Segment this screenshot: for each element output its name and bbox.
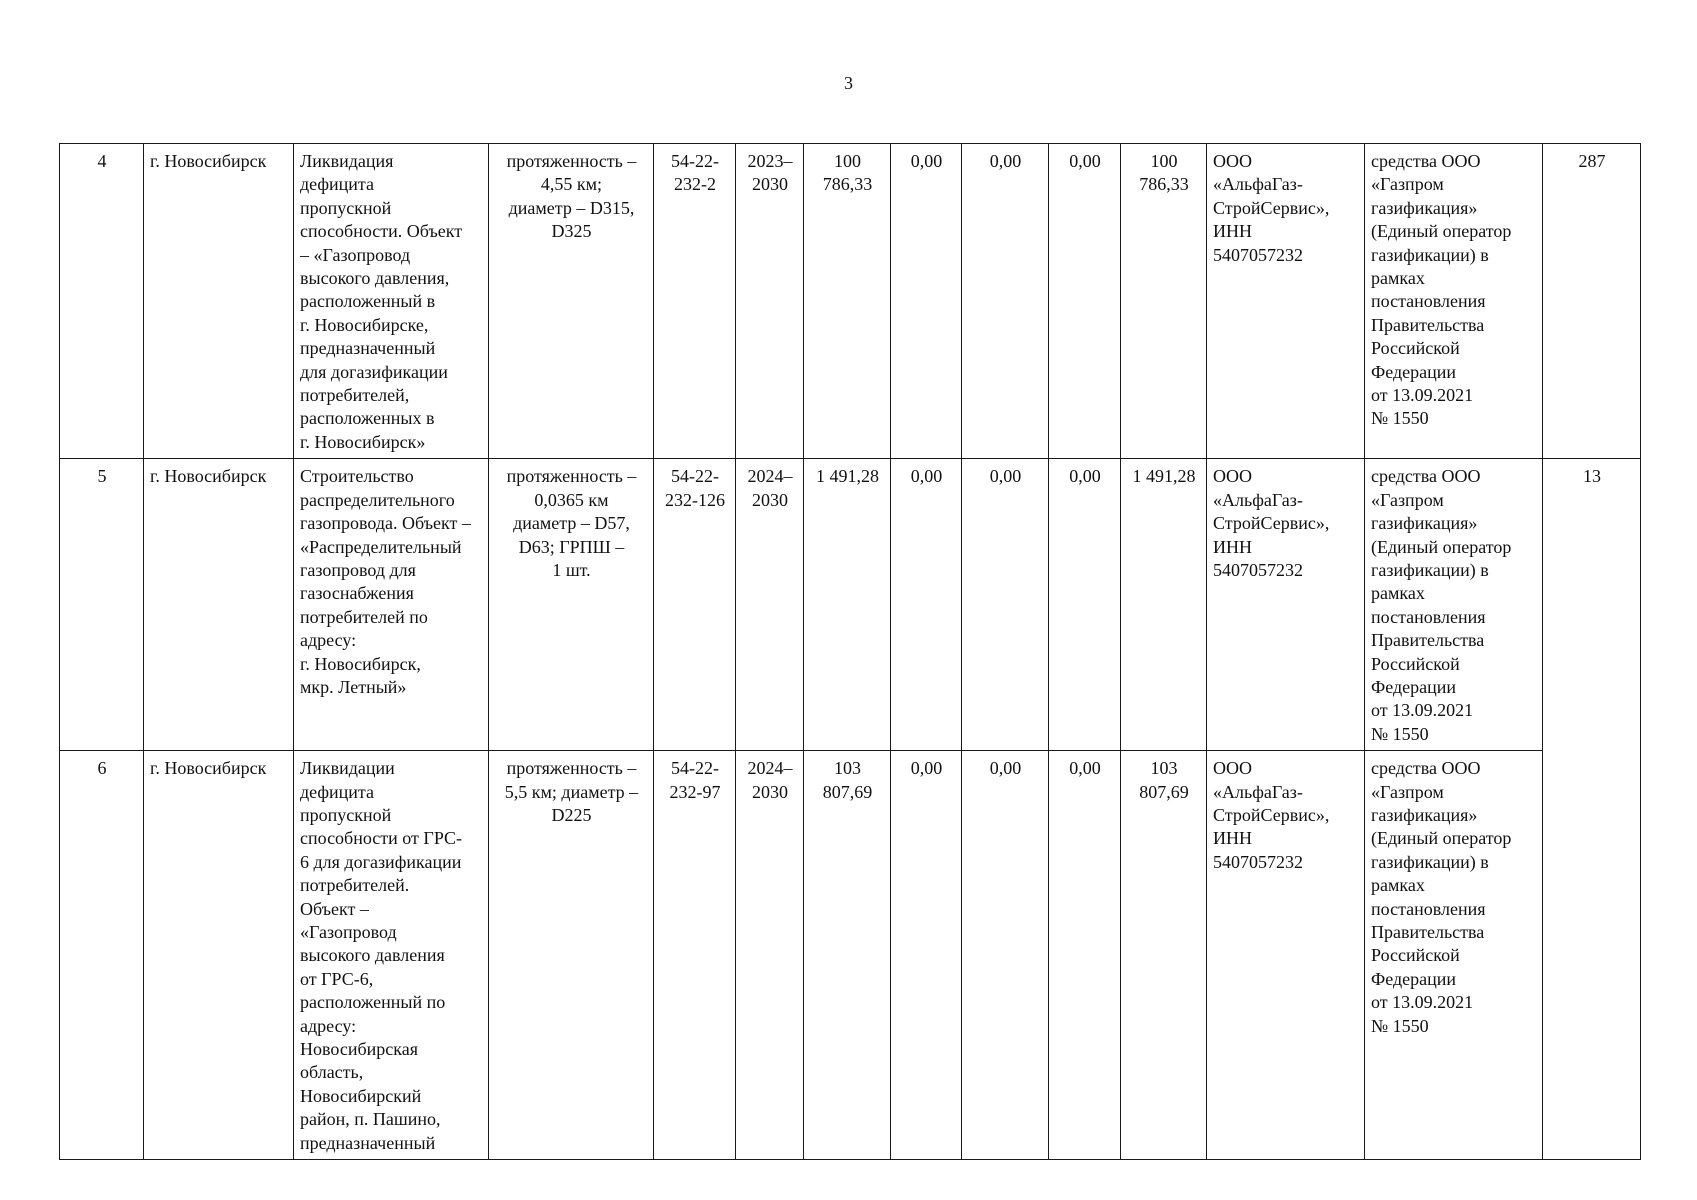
cell-line: Правительства [1371, 922, 1485, 942]
cell-line: высокого давления, [300, 268, 450, 289]
cell-line: 1 491,28 [1132, 466, 1196, 487]
table-row [60, 751, 1641, 1160]
cell-line: 786,33 [1139, 174, 1189, 195]
cell-line: «Газопровод [300, 922, 397, 942]
location-cell: г. Новосибирск [144, 751, 294, 1160]
cell-line: 2024– [747, 466, 793, 487]
cell-line: средства ООО [1371, 151, 1481, 171]
cell-line: рамках [1371, 875, 1425, 896]
cell-line: 5407057232 [1213, 244, 1303, 265]
cell-line: «Распределительный [300, 536, 462, 557]
investment-program-table [59, 143, 1641, 1160]
cell-line: постановления [1371, 898, 1486, 919]
cell-line: ООО [1213, 466, 1252, 487]
funding-source-cell [1365, 459, 1543, 751]
cell-line: D225 [551, 804, 592, 825]
cell-line: № 1550 [1371, 408, 1429, 429]
cell-line: от 13.09.2021 [1371, 992, 1474, 1013]
cell-line: Правительства [1371, 314, 1485, 335]
cell-line: предназначенный [300, 338, 436, 359]
cell-line: (Единый оператор [1371, 536, 1512, 557]
cell-line: 2024– [747, 758, 793, 779]
cell-line: потребителей по [300, 606, 428, 627]
cell-line: Российской [1371, 338, 1460, 359]
description-cell [294, 144, 489, 459]
cell-line: газификация» [1371, 513, 1478, 534]
cell-line: 232-2 [674, 174, 716, 195]
total-cost-cell [804, 144, 891, 459]
description-cell [294, 751, 489, 1160]
cell-line: СтройСервис», [1213, 513, 1330, 534]
cell-line: способности от ГРС- [300, 828, 463, 849]
cell-line: «АльфаГаз- [1213, 781, 1303, 802]
cell-line: пропускной [300, 804, 392, 825]
value-cell-1: 0,00 [891, 751, 962, 1160]
cell-line: рамках [1371, 268, 1425, 289]
location-cell: г. Новосибирск [144, 144, 294, 459]
cell-line: 1 491,28 [816, 466, 879, 487]
cell-line: газоснабжения [300, 583, 414, 604]
table-row [60, 144, 1641, 459]
cell-line: 0,0365 км [534, 489, 609, 510]
value-cell-1: 0,00 [891, 144, 962, 459]
cell-line: ООО [1213, 758, 1252, 779]
last-column-cell: 287 [1543, 144, 1641, 459]
value-cell-4 [1121, 751, 1207, 1160]
cell-line: газопровод для [300, 559, 416, 580]
organization-cell [1207, 751, 1365, 1160]
cell-line: Российской [1371, 945, 1460, 966]
location-cell: г. Новосибирск [144, 459, 294, 751]
cell-line: газификации) в [1371, 244, 1489, 265]
cell-line: адресу: [300, 630, 357, 651]
cell-line: средства ООО [1371, 758, 1481, 779]
row-number-cell: 4 [60, 144, 144, 459]
cell-line: 807,69 [822, 781, 873, 802]
cell-line: протяженность – [506, 151, 637, 171]
cell-line: способности. Объект [300, 221, 463, 242]
cell-line: 2023– [747, 151, 793, 171]
cell-line: 5407057232 [1213, 851, 1303, 872]
value-cell-2: 0,00 [962, 144, 1049, 459]
cell-line: СтройСервис», [1213, 197, 1330, 218]
cell-line: протяженность – [506, 466, 637, 487]
cell-line: «Газпром [1371, 174, 1444, 195]
cell-line: «АльфаГаз- [1213, 174, 1303, 195]
cell-line: Федерации [1371, 361, 1457, 382]
description-cell [294, 459, 489, 751]
cell-line: пропускной [300, 197, 392, 218]
cell-line: D63; ГРПШ – [518, 536, 625, 557]
funding-source-cell [1365, 144, 1543, 459]
cell-line: 2030 [752, 781, 788, 802]
cell-line: Ликвидация [300, 151, 394, 171]
cell-line: Строительство [300, 466, 414, 487]
period-cell [736, 459, 804, 751]
cell-line: постановления [1371, 606, 1486, 627]
cell-line: г. Новосибирске, [300, 314, 429, 335]
cell-line: район, п. Пашино, [300, 1109, 441, 1130]
cell-line: потребителей. [300, 875, 410, 896]
cell-line: 5,5 км; диаметр – [504, 781, 639, 802]
period-cell [736, 751, 804, 1160]
cell-line: 232-97 [669, 781, 721, 802]
cell-line: Новосибирский [300, 1085, 422, 1106]
cell-line: от 13.09.2021 [1371, 700, 1474, 721]
cell-line: (Единый оператор [1371, 828, 1512, 849]
last-column-cell: 13 [1543, 459, 1641, 1160]
cell-line: 4,55 км; [540, 174, 603, 195]
cell-line: 1 шт. [552, 559, 591, 580]
cell-line: г. Новосибирск, [300, 653, 421, 674]
cell-line: дефицита [300, 781, 375, 802]
cell-line: 786,33 [822, 174, 873, 195]
value-cell-3: 0,00 [1049, 144, 1121, 459]
cell-line: средства ООО [1371, 466, 1481, 487]
organization-cell [1207, 144, 1365, 459]
cell-line: рамках [1371, 583, 1425, 604]
cell-line: для догазификации [300, 361, 448, 382]
row-number-cell: 6 [60, 751, 144, 1160]
cell-line: распределительного [300, 489, 455, 510]
parameters-cell [489, 751, 654, 1160]
table-body [60, 144, 1641, 1160]
project-code-cell [654, 459, 736, 751]
value-cell-2: 0,00 [962, 459, 1049, 751]
cell-line: 5407057232 [1213, 559, 1303, 580]
organization-cell [1207, 459, 1365, 751]
cell-line: 100 [834, 151, 861, 171]
cell-line: расположенный по [300, 992, 446, 1013]
value-cell-2: 0,00 [962, 751, 1049, 1160]
cell-line: ООО [1213, 151, 1252, 171]
cell-line: – «Газопровод [300, 244, 411, 265]
value-cell-4 [1121, 459, 1207, 751]
cell-line: диаметр – D57, [513, 513, 630, 534]
cell-line: потребителей, [300, 385, 410, 406]
funding-source-cell [1365, 751, 1543, 1160]
cell-line: Объект – [300, 898, 369, 919]
cell-line: «Газпром [1371, 781, 1444, 802]
project-code-cell [654, 751, 736, 1160]
value-cell-3: 0,00 [1049, 751, 1121, 1160]
cell-line: 103 [1150, 758, 1178, 779]
cell-line: 6 для догазификации [300, 851, 462, 872]
cell-line: 54-22- [671, 466, 719, 487]
cell-line: Федерации [1371, 968, 1457, 989]
parameters-cell [489, 144, 654, 459]
page-number: 3 [844, 73, 853, 93]
table-row [60, 459, 1641, 751]
cell-line: 100 [1150, 151, 1178, 171]
cell-line: 54-22- [671, 151, 719, 171]
cell-line: высокого давления [300, 945, 445, 966]
cell-line: 807,69 [1139, 781, 1189, 802]
cell-line: Правительства [1371, 630, 1485, 651]
cell-line: газификация» [1371, 197, 1478, 218]
cell-line: от 13.09.2021 [1371, 385, 1474, 406]
cell-line: Ликвидации [300, 758, 395, 779]
cell-line: протяженность – [506, 758, 637, 779]
cell-line: 2030 [752, 174, 788, 195]
cell-line: (Единый оператор [1371, 221, 1512, 242]
value-cell-3: 0,00 [1049, 459, 1121, 751]
period-cell [736, 144, 804, 459]
cell-line: предназначенный [300, 1132, 436, 1153]
cell-line: № 1550 [1371, 1015, 1429, 1036]
cell-line: Новосибирская [300, 1039, 418, 1060]
cell-line: 2030 [752, 489, 788, 510]
cell-line: газопровода. Объект – [300, 513, 471, 534]
cell-line: газификация» [1371, 804, 1478, 825]
cell-line: «Газпром [1371, 489, 1444, 510]
cell-line: Российской [1371, 653, 1460, 674]
cell-line: газификации) в [1371, 851, 1489, 872]
cell-line: постановления [1371, 291, 1486, 312]
cell-line: «АльфаГаз- [1213, 489, 1303, 510]
value-cell-4 [1121, 144, 1207, 459]
cell-line: Федерации [1371, 676, 1457, 697]
cell-line: № 1550 [1371, 723, 1429, 744]
cell-line: 232-126 [665, 489, 725, 510]
row-number-cell: 5 [60, 459, 144, 751]
cell-line: 103 [834, 758, 861, 779]
value-cell-1: 0,00 [891, 459, 962, 751]
cell-line: ИНН [1213, 221, 1252, 242]
cell-line: газификации) в [1371, 559, 1489, 580]
cell-line: 54-22- [671, 758, 719, 779]
cell-line: ИНН [1213, 536, 1252, 557]
cell-line: область, [300, 1062, 364, 1083]
parameters-cell [489, 459, 654, 751]
total-cost-cell [804, 751, 891, 1160]
project-code-cell [654, 144, 736, 459]
cell-line: расположенный в [300, 291, 436, 312]
total-cost-cell [804, 459, 891, 751]
cell-line: адресу: [300, 1015, 357, 1036]
cell-line: СтройСервис», [1213, 804, 1330, 825]
cell-line: D325 [551, 221, 592, 242]
cell-line: ИНН [1213, 828, 1252, 849]
cell-line: дефицита [300, 174, 375, 195]
cell-line: г. Новосибирск» [300, 431, 426, 452]
cell-line: мкр. Летный» [300, 676, 407, 697]
cell-line: диаметр – D315, [508, 197, 635, 218]
cell-line: расположенных в [300, 408, 435, 429]
cell-line: от ГРС-6, [300, 968, 374, 989]
